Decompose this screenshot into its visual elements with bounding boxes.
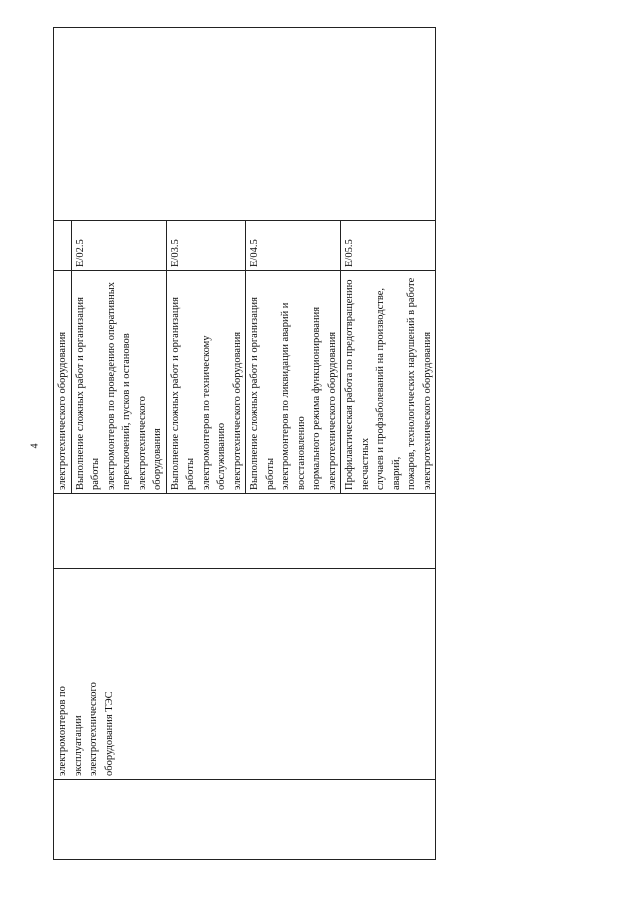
empty-cell-left xyxy=(54,780,436,860)
page-number: 4 xyxy=(29,443,41,449)
rotated-table-frame xyxy=(53,28,433,860)
code-cell: E/02.5 xyxy=(71,221,166,271)
code-cell: E/04.5 xyxy=(246,221,341,271)
function-cell: электротехнического оборудования xyxy=(54,271,72,494)
empty-cell-level xyxy=(54,494,436,569)
empty-cell-right xyxy=(54,28,436,221)
function-cell: Выполнение сложных работ и организация работы электромонтеров по ликвидации аварий и восстановлению нормального режима функционирования электротехнического оборудования xyxy=(246,271,341,494)
function-cell: Выполнение сложных работ и организация работы электромонтеров по техническому обслуживанию электротехнического оборудования xyxy=(166,271,246,494)
qualification-table xyxy=(53,27,436,860)
rotated-table-area xyxy=(53,28,433,860)
function-cell: Выполнение сложных работ и организация работы электромонтеров по проведению оперативных переключений, пусков и остановов электротехнического оборудования xyxy=(71,271,166,494)
position-cell: электромонтеров по эксплуатации электротехнического оборудования ТЭС xyxy=(54,569,436,780)
code-cell xyxy=(54,221,72,271)
code-cell: E/05.5 xyxy=(341,221,436,271)
function-cell: Профилактическая работа по предотвращению несчастных случаев и профзаболеваний на производстве, аварий, пожаров, технологических нарушений в работе электротехнического оборудования xyxy=(341,271,436,494)
code-cell: E/03.5 xyxy=(166,221,246,271)
